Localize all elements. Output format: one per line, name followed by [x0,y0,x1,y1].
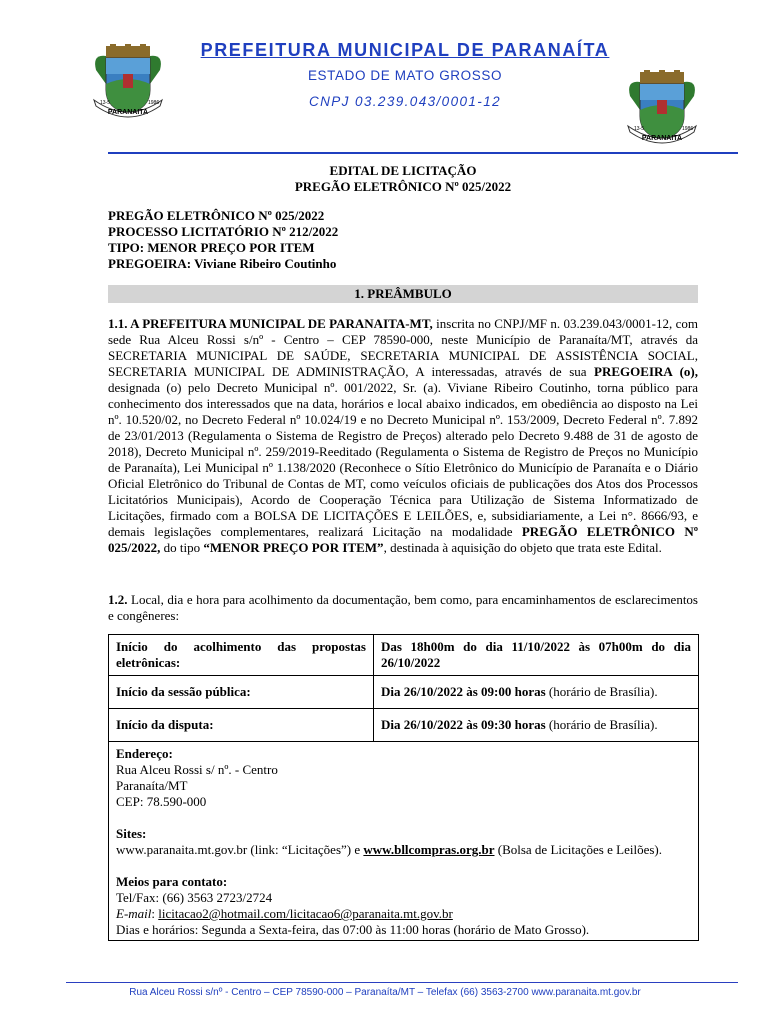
address-block [116,746,691,810]
svg-text:PARANAITA: PARANAITA [641,135,683,142]
paragraph-lead: 1.1. A PREFEITURA MUNICIPAL DE PARANAITA-MT, [108,316,433,331]
sites-text-b: (Bolsa de Licitações e Leilões). [494,842,662,857]
svg-text:1986: 1986 [148,100,160,106]
address-line: Paranaíta/MT [116,778,188,793]
edital-title: EDITAL DE LICITAÇÃO [329,163,477,178]
svg-text:PARANAITA: PARANAITA [107,109,149,116]
table-row [109,742,699,941]
value-bold: Dia 26/10/2022 às 09:00 horas [381,684,546,699]
svg-text:13-5: 13-5 [100,100,111,106]
sites-text-a: www.paranaita.mt.gov.br (link: “Licitações”) e [116,842,364,857]
paragraph-text: Local, dia e hora para acolhimento da documentação, bem como, para encaminhamentos de esclarecimentos e congêneres: [108,592,698,623]
email-link[interactable]: licitacao2@hotmail.com/licitacao6@paranaita.mt.gov.br [158,906,453,921]
address-line: Rua Alceu Rossi s/ nº. - Centro [116,762,278,777]
ident-line: PROCESSO LICITATÓRIO Nº 212/2022 [108,224,339,239]
address-line: CEP: 78.590-000 [116,794,207,809]
value-normal: (horário de Brasília). [545,684,658,699]
table-cell-label: Início da disputa: [109,709,374,742]
value-bold: Dia 26/10/2022 às 09:30 horas [381,717,546,732]
svg-text:13-5: 13-5 [634,126,645,132]
contact-label: Meios para contato: [116,874,228,889]
identification-block [108,208,338,272]
table-cell-details [109,742,699,941]
bll-link[interactable]: www.bllcompras.org.br [363,842,495,857]
paragraph-bold: PREGOEIRA (o), [594,364,698,379]
table-row [109,676,699,709]
sites-block [116,826,691,858]
table-row [109,635,699,676]
ident-line: PREGOEIRA: Viviane Ribeiro Coutinho [108,256,337,271]
paragraph-bold: “MENOR PREÇO POR ITEM” [203,540,384,555]
paragraph-bold: PREGÃO ELETRÔNICO Nº 025/2022, [108,524,699,555]
footer-divider [66,982,738,983]
paragraph-text: inscrita no CNPJ/MF n. 03.239.043/0001-12, com sede Rua Alceu Rossi s/nº - Centro – CEP 78590-000, neste Município de Paranaíta/MT, através da SECRETARIA MUNICIPAL DE SAÚDE, SECRETARIA MUNICIPAL DE ASSISTÊNCIA SOCIAL, SECRETARIA MUNICIPAL DE ADMINISTRAÇÃO, A interessadas, através de sua [108,316,698,379]
contact-phone: Tel/Fax: (66) 3563 2723/2724 [116,890,273,905]
table-cell-value [374,676,699,709]
contact-hours: Dias e horários: Segunda a Sexta-feira, das 07:00 às 11:00 horas (horário de Mato Grosso). [116,922,590,937]
address-label: Endereço: [116,746,173,761]
email-label: E-mail [116,906,152,921]
municipality-title: PREFEITURA MUNICIPAL DE PARANAÍTA [200,40,610,60]
paragraph-text: designada (o) pelo Decreto Municipal nº. 001/2022, Sr. (a). Viviane Ribeiro Coutinho, torna público para conhecimento dos interessados que na data, horários e local abaixo indicados, em obediência ao disposto na Lei nº. 10.520/02, no Decreto Federal nº 10.024/19 e no Decreto Municipal nº. 153/2009, Decreto Federal nº. 7.892 de 23/01/2013 (Regulamenta o Sistema de Registro de Preços) alterado pelo Decreto 9.488 de 31 de agosto de 2018), Decreto Municipal nº. 259/2019-Reeditado (Regulamenta o Sistema de Registro de Preços no Município de Paranaíta), Lei Municipal nº 1.138/2020 (Reconhece o Sítio Eletrônico do Município de Paranaíta e o Diário Oficial Eletrônico do Tribunal de Contas de MT, como veículos oficiais de publicações dos Atos dos Processos Licitatórios Municipais), Acordo de Cooperação Técnica para Utilização de Sistema Informatizado de Licitações, firmado com a BOLSA DE LICITAÇÕES E LEILÕES, e, subsidiariamente, a Lei n°. 8666/93, e demais legislações complementares, realizará Licitação na modalidade [108,380,698,539]
table-cell-label: Início do acolhimento das propostas eletrônicas: [109,635,374,676]
sites-text [116,842,691,858]
table-cell-value [374,709,699,742]
paragraph-lead: 1.2. [108,592,128,607]
ident-line: TIPO: MENOR PREÇO POR ITEM [108,240,315,255]
contact-email-line: E-mail: licitacao2@hotmail.com/licitacao6@paranaita.mt.gov.br [116,906,453,921]
header-divider [108,152,738,154]
contact-block [116,874,691,938]
state-name: ESTADO DE MATO GROSSO [307,68,503,83]
table-cell-label: Início da sessão pública: [109,676,374,709]
cnpj-label: CNPJ 03.239.043/0001-12 [308,94,502,109]
table-row [109,709,699,742]
paragraph-text: do tipo [160,540,204,555]
sites-label: Sites: [116,826,147,841]
schedule-table [108,634,699,941]
section-heading-preambulo: 1. PREÂMBULO [108,285,698,303]
value-normal: (horário de Brasília). [545,717,658,732]
edital-subtitle: PREGÃO ELETRÔNICO Nº 025/2022 [294,179,512,194]
table-cell-value: Das 18h00m do dia 11/10/2022 às 07h00m do dia 26/10/2022 [374,635,699,676]
paragraph-text: , destinada à aquisição do objeto que trata este Edital. [383,540,662,555]
svg-text:1986: 1986 [682,126,694,132]
paragraph-1-1 [108,316,698,556]
footer-address: Rua Alceu Rossi s/nº - Centro – CEP 78590-000 – Paranaíta/MT – Telefax (66) 3563-2700 www.paranaita.mt.gov.br [129,987,641,998]
ident-line: PREGÃO ELETRÔNICO Nº 025/2022 [108,208,325,223]
paragraph-1-2 [108,592,698,624]
